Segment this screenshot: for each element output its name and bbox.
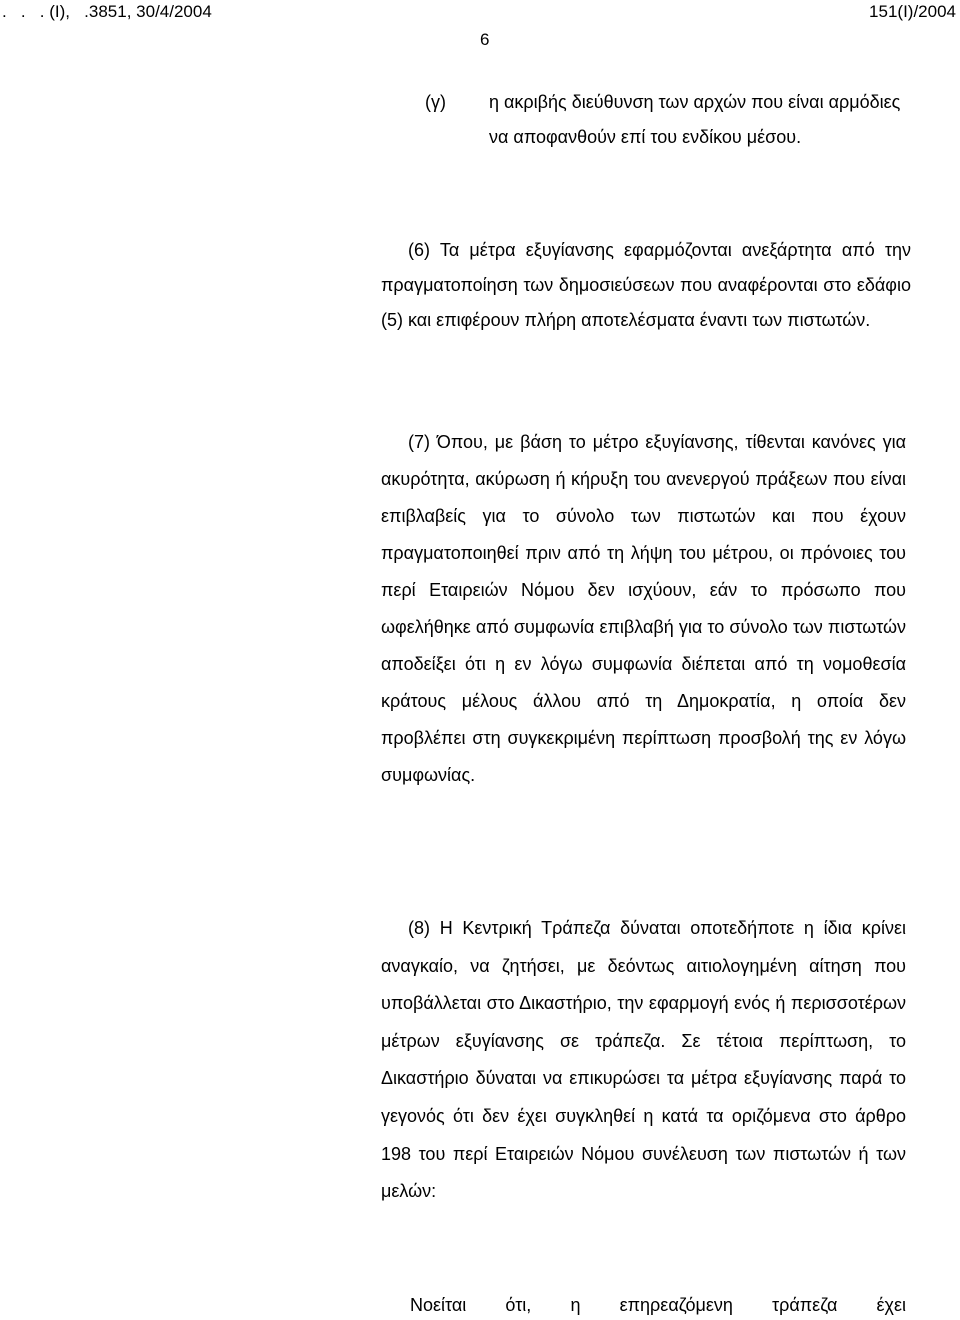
paragraph-7 xyxy=(381,424,906,794)
trailing-paragraph: Νοείται ότι, η επηρεαζόμενη τράπεζα έχει xyxy=(410,1295,906,1315)
header-right: 151(I)/2004 xyxy=(869,2,956,21)
paragraph-6 xyxy=(381,233,911,338)
page-number: 6 xyxy=(480,30,490,49)
item-g-label: (γ) xyxy=(425,92,446,112)
header-left: . . . (Ι), .3851, 30/4/2004 xyxy=(2,2,212,21)
item-g-text: η ακριβής διεύθυνση των αρχών που είναι αρμόδιες να αποφανθούν επί του ενδίκου μέσου. xyxy=(489,92,901,147)
paragraph-7-text: (7) Όπου, με βάση το μέτρο εξυγίανσης, τίθενται κανόνες για ακυρότητα, ακύρωση ή κήρυξη του ανενεργού πράξεων που είναι επιβλαβείς για το σύνολο των πιστωτών και που έχουν πραγματοποιηθεί πριν από τη λήψη του μέτρου, οι πρόνοιες του περί Εταιρειών Νόμου δεν ισχύουν, εάν το πρόσωπο που ωφελήθηκε από συμφωνία επιβλαβή για το σύνολο των πιστωτών αποδείξει ότι η εν λόγω συμφωνία διέπεται από τη νομοθεσία κράτους μέλους άλλου από τη Δημοκρατία, η οποία δεν προβλέπει στη συγκεκριμένη περίπτωση προσβολή της εν λόγω συμφωνίας. xyxy=(381,432,906,785)
paragraph-6-text: (6) Τα μέτρα εξυγίανσης εφαρμόζονται ανεξάρτητα από την πραγματοποίηση των δημοσιεύσεων που αναφέρονται στο εδάφιο (5) και επιφέρουν πλήρη αποτελέσματα έναντι των πιστωτών. xyxy=(381,240,911,330)
paragraph-8 xyxy=(381,910,906,1211)
paragraph-8-text: (8) Η Κεντρική Τράπεζα δύναται οποτεδήποτε η ίδια κρίνει αναγκαίο, να ζητήσει, με δεόντως αιτιολογημένη αίτηση που υποβάλλεται στο Δικαστήριο, την εφαρμογή ενός ή περισσοτέρων μέτρων εξυγίανσης σε τράπεζα. Σε τέτοια περίπτωση, το Δικαστήριο δύναται να επικυρώσει τα μέτρα εξυγίανσης παρά το γεγονός ότι δεν έχει συγκληθεί η κατά τα οριζόμενα στο άρθρο 198 του περί Εταιρειών Νόμου συνέλευση των πιστωτών ή των μελών: xyxy=(381,918,906,1202)
